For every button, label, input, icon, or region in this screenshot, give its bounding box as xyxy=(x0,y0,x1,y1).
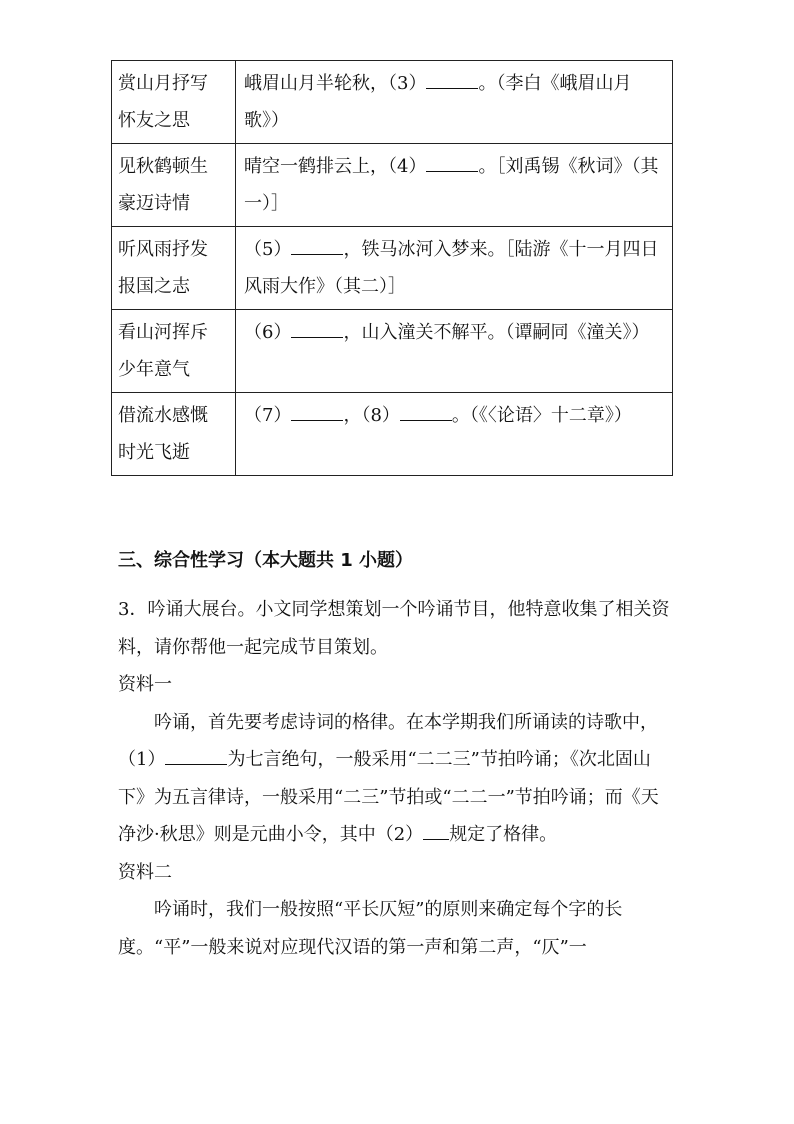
material-text: 吟诵，首先要考虑诗词的格律。在本学期我们所诵读的诗歌中，（1） xyxy=(118,711,658,770)
table-row xyxy=(112,310,673,393)
theme-text: 时光飞逝 xyxy=(118,442,190,463)
poem-text: （5） xyxy=(244,239,292,260)
material-text: 为七言绝句，一般采用“二二三”节拍吟诵；《次北固山下》为五言律诗，一般采用“二三”节拍或“二二一”节拍吟诵；而《天净沙·秋思》则是元曲小令，其中（2） xyxy=(118,749,659,845)
poem-line-cell xyxy=(236,227,673,310)
poem-line-cell xyxy=(236,61,673,144)
question-intro: 3．吟诵大展台。小文同学想策划一个吟诵节目，他特意收集了相关资料，请你帮他一起完成节目策划。 xyxy=(118,599,670,658)
theme-cell xyxy=(112,61,236,144)
answer-blank-1[interactable] xyxy=(165,742,227,765)
material-paragraph: 吟诵时，我们一般按照“平长仄短”的原则来确定每个字的长度。“平”一般来说对应现代汉语的第一声和第二声，“仄”一 xyxy=(118,899,623,958)
table-row xyxy=(112,227,673,310)
table-row xyxy=(112,393,673,476)
answer-blank-5[interactable] xyxy=(291,232,343,255)
poem-text: 峨眉山月半轮秋，（3） xyxy=(244,73,427,94)
theme-text: 借流水感慨 xyxy=(118,405,208,426)
theme-text: 见秋鹤顿生 xyxy=(118,156,208,177)
answer-blank-7[interactable] xyxy=(291,398,343,421)
poem-text: ，（8） xyxy=(343,405,400,426)
theme-cell xyxy=(112,310,236,393)
material-label: 资料一 xyxy=(118,674,172,695)
theme-text: 赏山月抒写 xyxy=(118,73,208,94)
poem-text: 。（《〈论语〉十二章》） xyxy=(451,405,632,426)
question-body xyxy=(118,591,674,966)
poem-fill-table xyxy=(111,60,673,476)
theme-cell xyxy=(112,144,236,227)
theme-cell xyxy=(112,393,236,476)
poem-text: ，铁马冰河入梦来。［陆游《十一月四日风雨大作》（其二）］ xyxy=(244,239,659,297)
answer-blank-2[interactable] xyxy=(423,817,449,840)
poem-line-cell xyxy=(236,310,673,393)
poem-text: 。（李白《峨眉山月歌》） xyxy=(244,73,632,131)
theme-text: 看山河挥斥 xyxy=(118,322,208,343)
theme-text: 怀友之思 xyxy=(118,110,190,131)
answer-blank-3[interactable] xyxy=(426,66,478,89)
material-text: 规定了格律。 xyxy=(449,824,558,845)
answer-blank-4[interactable] xyxy=(426,149,478,172)
poem-line-cell xyxy=(236,393,673,476)
material-label: 资料二 xyxy=(118,861,172,883)
theme-text: 少年意气 xyxy=(118,359,190,380)
poem-text: （7） xyxy=(244,405,292,426)
theme-text: 听风雨抒发 xyxy=(118,239,208,260)
answer-blank-6[interactable] xyxy=(291,315,343,338)
poem-text: ，山入潼关不解平。（谭嗣同《潼关》） xyxy=(343,322,650,343)
section-heading: 三、综合性学习（本大题共 1 小题） xyxy=(118,550,414,571)
answer-blank-8[interactable] xyxy=(400,398,452,421)
table-row xyxy=(112,61,673,144)
material-paragraph xyxy=(118,704,674,854)
theme-cell xyxy=(112,227,236,310)
theme-text: 豪迈诗情 xyxy=(118,193,190,214)
poem-line-cell xyxy=(236,144,673,227)
poem-text: （6） xyxy=(244,322,292,343)
table-row xyxy=(112,144,673,227)
theme-text: 报国之志 xyxy=(118,276,190,297)
poem-text: 晴空一鹤排云上，（4） xyxy=(244,156,427,177)
poem-text: 。［刘禹锡《秋词》（其一）］ xyxy=(244,156,659,214)
